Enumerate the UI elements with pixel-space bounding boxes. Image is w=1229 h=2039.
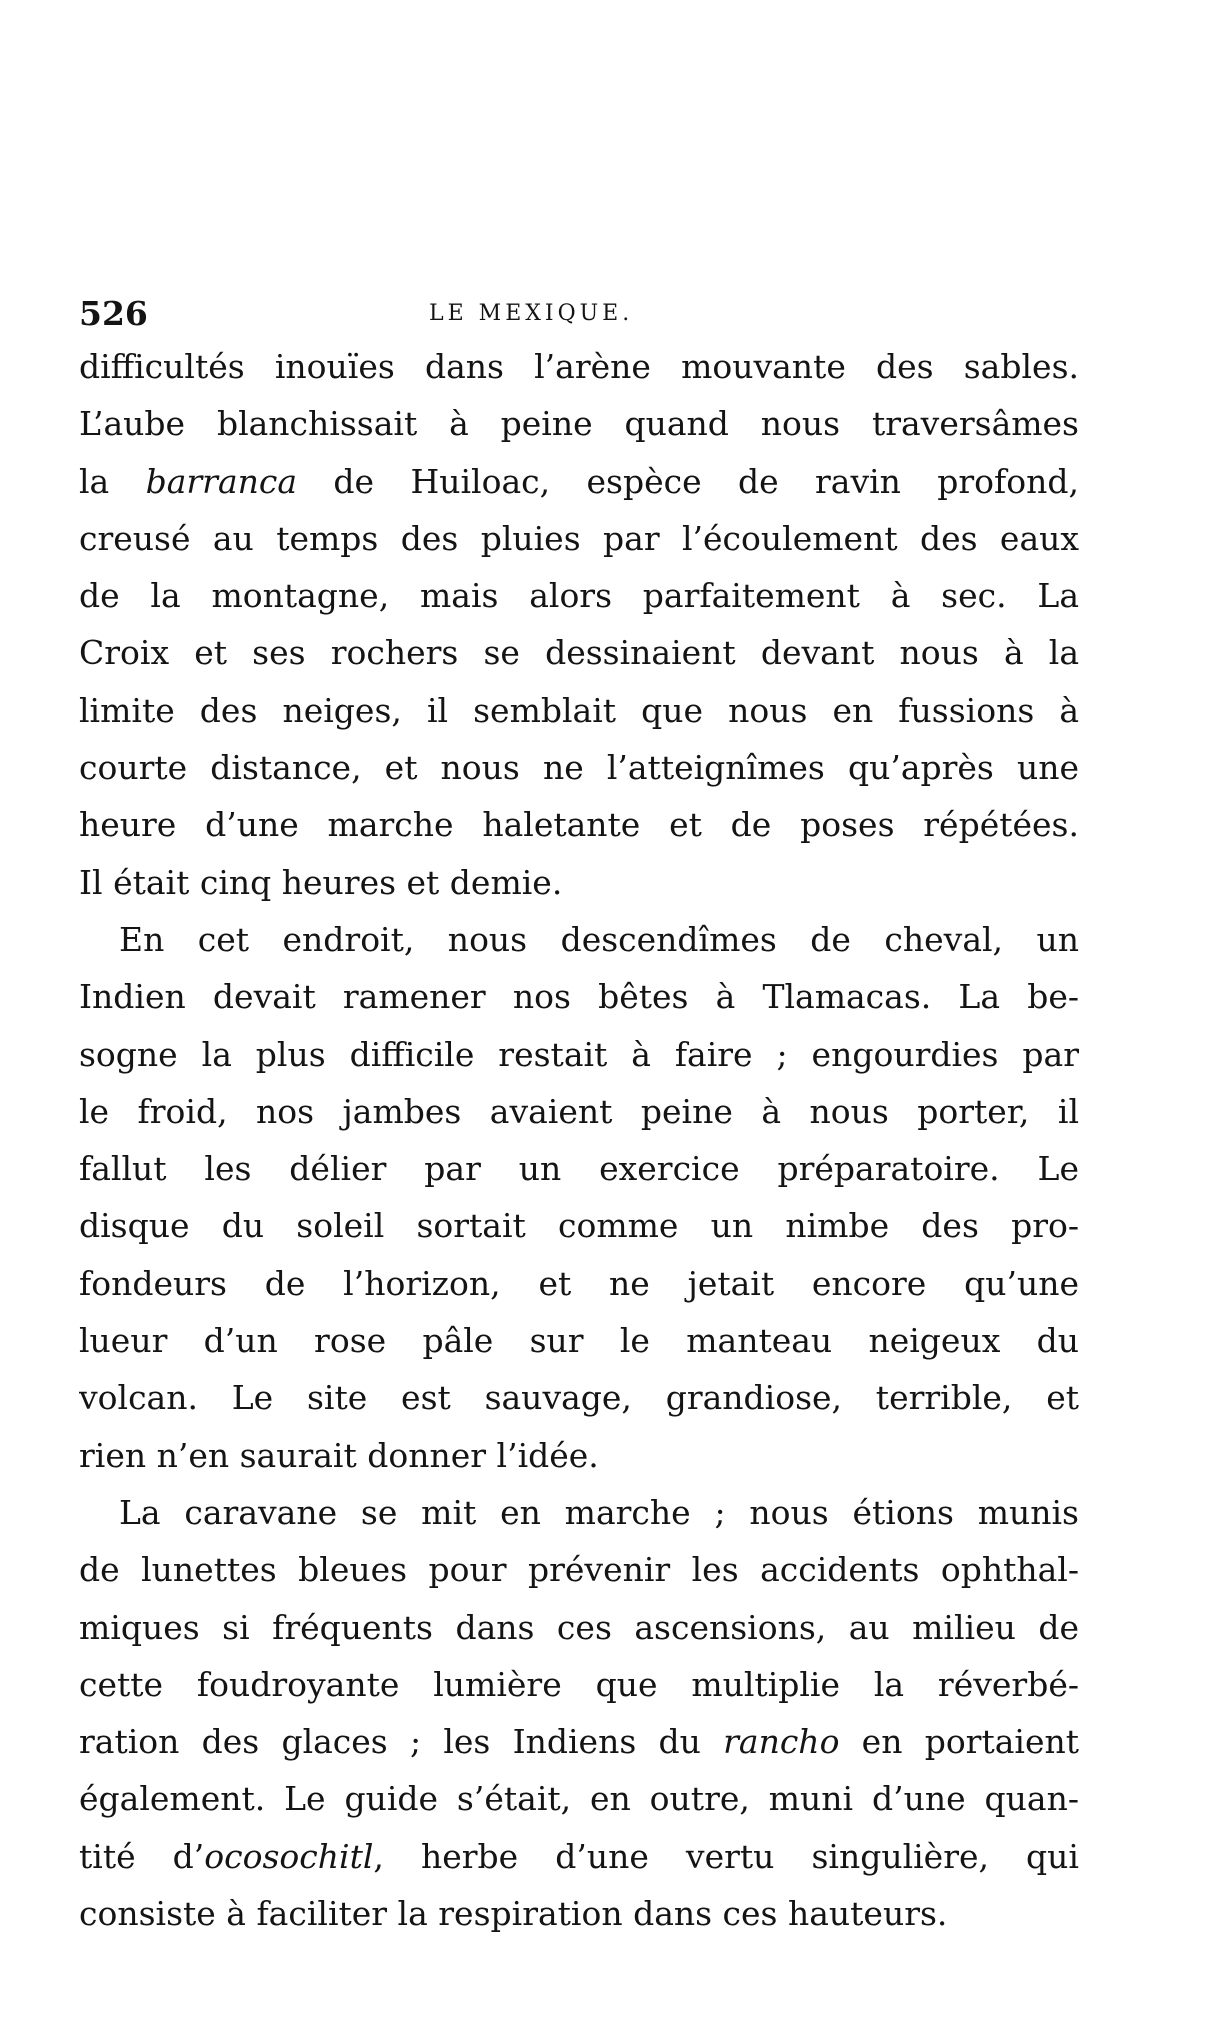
text-line (79, 510, 1079, 567)
text-line (79, 1369, 1079, 1426)
text-segment: rien n’en saurait donner l’idée. (79, 1435, 599, 1475)
paragraph (79, 911, 1079, 1484)
text-line (79, 567, 1079, 624)
text-segment: de la montagne, mais alors parfaitement à sec. La (79, 576, 1079, 616)
text-body (79, 338, 1079, 1942)
text-segment: , herbe d’une vertu singulière, qui (373, 1836, 1079, 1876)
page-number: 526 (79, 294, 148, 333)
paragraph (79, 1484, 1079, 1942)
text-segment: la (79, 461, 146, 501)
text-line (79, 854, 1079, 911)
text-segment: également. Le guide s’était, en outre, muni d’une quan- (79, 1779, 1079, 1819)
text-line (79, 1599, 1079, 1656)
text-line (79, 453, 1079, 510)
text-segment: lueur d’un rose pâle sur le manteau neigeux du (79, 1321, 1079, 1361)
text-segment: disque du soleil sortait comme un nimbe des pro- (79, 1206, 1079, 1246)
text-line (79, 1197, 1079, 1254)
text-segment: miques si fréquents dans ces ascensions, au milieu de (79, 1607, 1079, 1647)
italic-term: rancho (723, 1722, 840, 1762)
text-line (79, 624, 1079, 681)
text-segment: de Huiloac, espèce de ravin profond, (297, 461, 1079, 501)
running-title: LE MEXIQUE. (429, 301, 634, 326)
text-segment: ration des glaces ; les Indiens du (79, 1722, 724, 1762)
text-segment: le froid, nos jambes avaient peine à nous porter, il (79, 1091, 1079, 1131)
text-line (79, 796, 1079, 853)
text-line (79, 1713, 1079, 1770)
running-head (79, 292, 1079, 336)
text-line (79, 1140, 1079, 1197)
text-segment: sogne la plus difficile restait à faire ; engourdies par (79, 1034, 1079, 1074)
text-segment: Croix et ses rochers se dessinaient devant nous à la (79, 633, 1079, 673)
italic-term: ocosochitl (204, 1836, 374, 1876)
text-segment: en portaient (839, 1722, 1079, 1762)
text-line (79, 1656, 1079, 1713)
text-segment: volcan. Le site est sauvage, grandiose, terrible, et (79, 1378, 1079, 1418)
text-segment: cette foudroyante lumière que multiplie la réverbé- (79, 1664, 1079, 1704)
text-segment: La caravane se mit en marche ; nous étions munis (119, 1492, 1079, 1532)
text-line (79, 911, 1079, 968)
text-segment: tité d’ (79, 1836, 205, 1876)
text-segment: creusé au temps des pluies par l’écoulement des eaux (79, 518, 1079, 558)
text-line (79, 739, 1079, 796)
text-segment: limite des neiges, il semblait que nous en fussions à (79, 690, 1079, 730)
text-line (79, 1312, 1079, 1369)
paragraph (79, 338, 1079, 911)
text-line (79, 1770, 1079, 1827)
text-line (79, 1026, 1079, 1083)
text-segment: difficultés inouïes dans l’arène mouvante des sables. (79, 347, 1079, 386)
text-line (79, 338, 1079, 395)
text-line (79, 1484, 1079, 1541)
text-segment: consiste à faciliter la respiration dans ces hauteurs. (79, 1894, 948, 1934)
text-line (79, 1828, 1079, 1885)
text-line (79, 1255, 1079, 1312)
text-line (79, 682, 1079, 739)
italic-term: barranca (145, 461, 298, 501)
text-segment: heure d’une marche haletante et de poses répétées. (79, 805, 1079, 845)
text-line (79, 1427, 1079, 1484)
text-line (79, 1083, 1079, 1140)
text-segment: Il était cinq heures et demie. (79, 862, 563, 902)
text-segment: de lunettes bleues pour prévenir les accidents ophthal- (79, 1550, 1079, 1590)
text-segment: L’aube blanchissait à peine quand nous traversâmes (79, 404, 1079, 444)
text-line (79, 968, 1079, 1025)
text-segment: En cet endroit, nous descendîmes de cheval, un (119, 919, 1079, 959)
text-line (79, 1541, 1079, 1598)
text-segment: fondeurs de l’horizon, et ne jetait encore qu’une (79, 1263, 1079, 1303)
text-segment: Indien devait ramener nos bêtes à Tlamacas. La be- (79, 977, 1079, 1017)
text-line (79, 1885, 1079, 1942)
text-segment: fallut les délier par un exercice préparatoire. Le (79, 1149, 1079, 1189)
text-segment: courte distance, et nous ne l’atteignîmes qu’après une (79, 748, 1079, 788)
text-line (79, 395, 1079, 452)
